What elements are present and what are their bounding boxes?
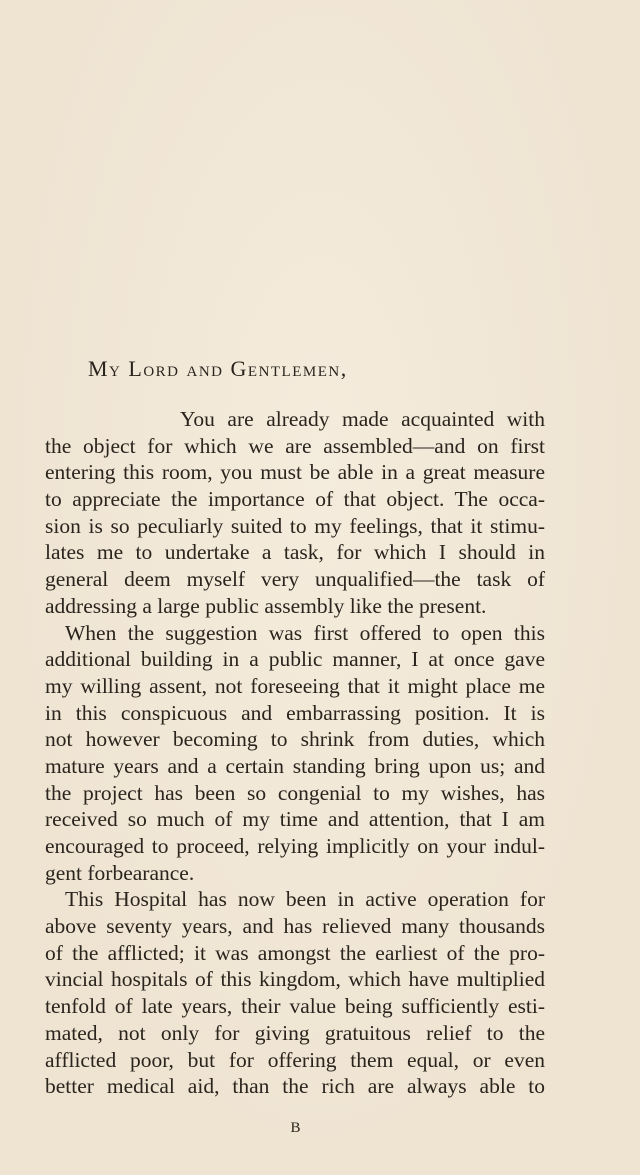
text-line: in this conspicuous and embarrassing position. It is: [45, 700, 545, 725]
text-line: to appreciate the importance of that object. The occa-: [45, 487, 545, 512]
text-line: entering this room, you must be able in a great measure: [45, 460, 545, 485]
text-line: general deem myself very unqualified—the task of: [45, 567, 545, 592]
salutation-heading: [88, 356, 348, 382]
text-line: encouraged to proceed, relying implicitly on your indul-: [45, 834, 545, 858]
text-line: You are already made acquainted with: [180, 407, 545, 431]
body-text: [45, 406, 545, 1100]
text-line: mated, not only for giving gratuitous relief to the: [45, 1020, 545, 1045]
salutation-my: My: [88, 356, 122, 381]
text-line: the object for which we are assembled—and on first: [45, 433, 545, 458]
text-line: tenfold of late years, their value being sufficiently esti-: [45, 994, 545, 1019]
text-line: additional building in a public manner, I at once gave: [45, 647, 545, 672]
salutation-lord: Lord: [128, 356, 180, 381]
text-line: above seventy years, and has relieved many thousands: [45, 914, 545, 939]
signature-mark: B: [290, 1120, 302, 1136]
text-line: my willing assent, not foreseeing that it might place me: [45, 673, 545, 698]
text-line: mature years and a certain standing bring upon us; and: [45, 753, 545, 778]
text-line: the project has been so congenial to my wishes, has: [45, 780, 545, 805]
text-line: When the suggestion was first offered to open this: [65, 620, 545, 645]
text-line: addressing a large public assembly like the present.: [45, 593, 487, 618]
text-line: not however becoming to shrink from duties, which: [45, 727, 545, 752]
text-line: gent forbearance.: [45, 860, 195, 885]
text-line: received so much of my time and attention, that I am: [45, 807, 545, 832]
text-line: sion is so peculiarly suited to my feelings, that it stimu-: [45, 513, 545, 538]
text-line: vincial hospitals of this kingdom, which have multiplied: [45, 967, 545, 992]
text-line: afflicted poor, but for offering them equal, or even: [45, 1047, 545, 1072]
text-line: lates me to undertake a task, for which I should in: [45, 540, 545, 565]
text-line: This Hospital has now been in active operation for: [65, 887, 545, 912]
text-line: of the afflicted; it was amongst the earliest of the pro-: [45, 940, 545, 965]
text-line: better medical aid, than the rich are always able to: [45, 1074, 545, 1099]
salutation-gentlemen: and Gentlemen,: [186, 356, 348, 381]
